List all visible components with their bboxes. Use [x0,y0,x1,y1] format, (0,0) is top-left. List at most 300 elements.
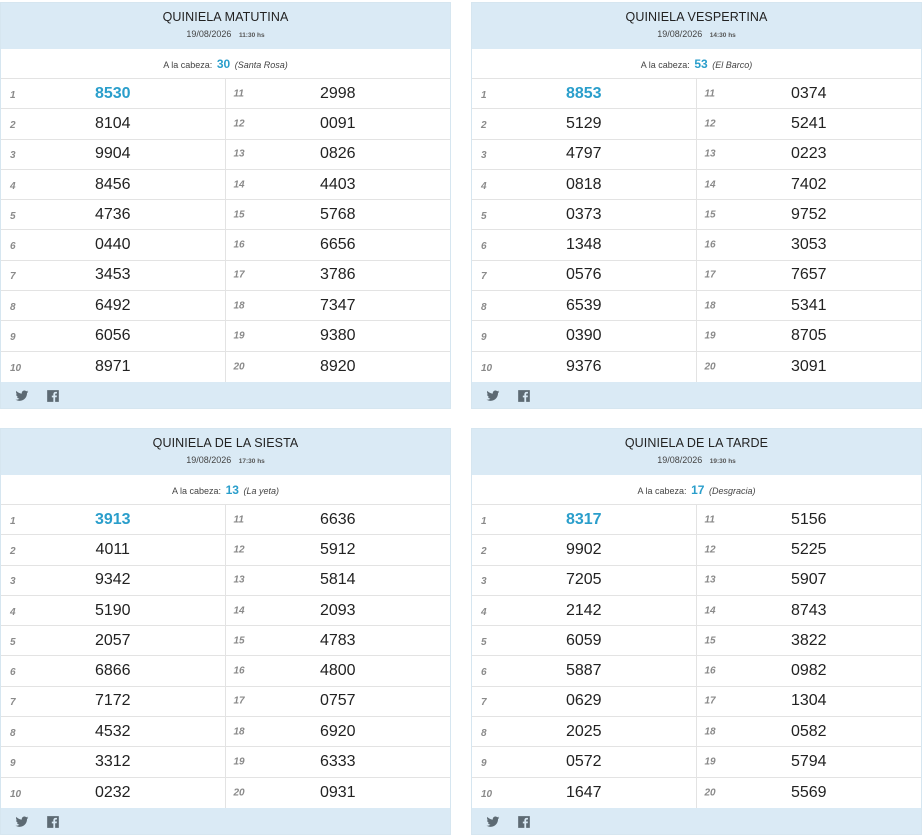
result-position: 11 [233,88,244,100]
result-number: 0091 [319,114,356,132]
result-number: 0629 [565,692,602,710]
result-number: 9904 [94,145,131,163]
result-number: 0373 [565,205,602,223]
result-row [472,626,696,656]
result-position: 15 [233,209,245,221]
panel-header [472,429,921,475]
result-position: 8 [481,727,487,739]
results-column-right [226,505,451,808]
result-number: 0576 [565,266,602,284]
result-number: 0440 [94,236,131,254]
result-row [226,291,451,321]
result-row [472,778,696,808]
result-number: 6656 [319,236,356,254]
result-position: 18 [233,726,245,738]
result-row [1,535,225,565]
result-row [472,109,696,139]
result-row [1,505,225,535]
result-position: 18 [233,300,245,312]
facebook-icon[interactable] [517,389,531,403]
result-position: 16 [704,239,716,251]
result-number: 5768 [319,205,356,223]
result-position: 19 [704,330,716,342]
result-number: 8971 [94,357,131,375]
result-position: 6 [10,241,16,253]
result-row [226,687,451,717]
result-position: 4 [10,180,16,192]
result-number: 3453 [94,266,131,284]
panel-header [1,429,450,475]
result-row [1,291,225,321]
result-position: 17 [704,269,716,281]
result-position: 12 [233,544,245,556]
result-row [1,352,225,382]
results-column-left [472,79,697,382]
result-row [697,79,922,109]
result-position: 9 [481,758,487,770]
result-number: 0374 [790,84,827,102]
result-number: 1304 [790,692,827,710]
result-row [472,687,696,717]
result-position: 5 [10,210,16,222]
result-row [226,79,451,109]
result-row [697,291,922,321]
result-position: 20 [704,787,716,799]
result-number: 7205 [565,571,602,589]
result-row [1,687,225,717]
results-column-left [1,505,226,808]
facebook-icon[interactable] [46,389,60,403]
result-position: 17 [233,695,245,707]
result-position: 9 [10,332,16,344]
result-number: 4736 [94,205,131,223]
result-position: 3 [481,150,487,162]
result-number: 0826 [319,145,356,163]
result-row [697,778,922,808]
result-position: 18 [704,726,716,738]
result-number: 4532 [94,722,131,740]
result-number: 6492 [94,296,131,314]
result-number: 8104 [94,114,131,132]
result-number: 8456 [94,175,131,193]
cabeza-line [472,475,921,505]
result-row [1,778,225,808]
cabeza-label: A la cabeza: [163,60,213,70]
cabeza-label: A la cabeza: [637,486,687,496]
result-row [1,170,225,200]
result-row [1,230,225,260]
facebook-icon[interactable] [46,815,60,829]
draw-time: 11:30 hs [238,32,265,39]
results-grid [1,505,450,808]
result-position: 7 [481,697,487,709]
result-position: 3 [10,150,16,162]
result-position: 19 [704,756,716,768]
result-row [226,656,451,686]
result-number: 5887 [565,662,602,680]
cabeza-meaning: (Desgracia) [708,486,756,496]
result-position: 1 [10,515,16,527]
result-position: 20 [233,361,245,373]
result-number: 2025 [565,722,602,740]
result-number: 6920 [319,722,356,740]
result-number: 5907 [790,571,827,589]
cabeza-line [1,475,450,505]
result-row [1,626,225,656]
draw-time: 14:30 hs [709,32,736,39]
result-number: 8317 [565,510,602,528]
result-number: 4797 [565,145,602,163]
results-column-right [697,505,922,808]
result-number: 5814 [319,571,356,589]
result-number: 0390 [565,327,602,345]
results-grid [1,79,450,382]
result-row [697,352,922,382]
result-number: 2998 [319,84,356,102]
result-row [697,140,922,170]
cabeza-number: 17 [691,483,705,497]
panel-header [472,3,921,49]
result-row [226,778,451,808]
result-row [226,140,451,170]
panel-footer [1,382,450,408]
result-row [472,352,696,382]
result-row [226,717,451,747]
result-number: 9376 [565,357,602,375]
twitter-icon[interactable] [15,389,29,403]
result-row [697,505,922,535]
result-position: 15 [704,635,716,647]
result-position: 1 [481,89,487,101]
draw-date: 19/08/2026 [657,29,703,39]
result-number: 0582 [790,722,827,740]
result-position: 4 [481,606,487,618]
result-number: 2093 [319,601,356,619]
result-position: 20 [233,787,245,799]
result-number: 5569 [790,783,827,801]
result-row [226,170,451,200]
result-position: 13 [704,574,716,586]
result-position: 15 [704,209,716,221]
result-number: 7172 [94,692,131,710]
result-position: 11 [704,88,715,100]
result-position: 2 [10,120,16,132]
result-number: 5341 [790,296,827,314]
result-number: 0232 [94,783,131,801]
cabeza-number: 30 [216,57,231,71]
result-row [226,505,451,535]
result-number: 3913 [94,510,131,528]
twitter-icon[interactable] [15,815,29,829]
result-row [472,200,696,230]
panel-footer [1,808,450,834]
panel-title: QUINIELA DE LA TARDE [624,436,769,450]
result-row [697,687,922,717]
result-row [697,717,922,747]
result-position: 16 [233,665,245,677]
result-row [472,717,696,747]
result-position: 13 [704,148,716,160]
result-position: 10 [10,788,22,800]
result-row [1,747,225,777]
result-number: 9752 [790,205,827,223]
result-position: 7 [10,697,16,709]
result-position: 9 [10,758,16,770]
result-position: 12 [704,544,716,556]
result-number: 3312 [94,753,131,771]
result-position: 6 [10,667,16,679]
result-number: 8743 [790,601,827,619]
result-position: 3 [481,576,487,588]
result-number: 0223 [790,145,827,163]
result-row [472,505,696,535]
result-position: 10 [481,788,493,800]
cabeza-meaning: (El Barco) [712,60,753,70]
result-row [226,109,451,139]
result-row [1,656,225,686]
result-row [1,717,225,747]
results-column-left [472,505,697,808]
result-row [697,230,922,260]
cabeza-number: 13 [225,483,239,497]
draw-date: 19/08/2026 [186,29,232,39]
result-number: 6636 [319,510,356,528]
result-position: 14 [233,605,245,617]
result-position: 18 [704,300,716,312]
result-number: 5794 [790,753,827,771]
results-column-right [226,79,451,382]
result-row [697,170,922,200]
quiniela-panel [0,428,451,835]
result-position: 8 [10,727,16,739]
result-number: 4783 [319,631,356,649]
result-row [472,321,696,351]
quiniela-panel [471,428,922,835]
result-row [472,656,696,686]
cabeza-label: A la cabeza: [172,486,222,496]
result-position: 4 [481,180,487,192]
result-row [472,140,696,170]
result-position: 8 [10,301,16,313]
result-number: 2057 [94,631,131,649]
result-row [472,747,696,777]
result-number: 6059 [565,631,602,649]
result-number: 3822 [790,631,827,649]
result-number: 4011 [95,540,130,558]
result-number: 9902 [565,540,602,558]
twitter-icon[interactable] [486,815,500,829]
cabeza-meaning: (Santa Rosa) [234,60,288,70]
result-position: 17 [704,695,716,707]
result-row [697,747,922,777]
cabeza-label: A la cabeza: [640,60,690,70]
panel-title: QUINIELA MATUTINA [162,10,289,24]
result-row [697,566,922,596]
result-number: 0818 [565,175,602,193]
twitter-icon[interactable] [486,389,500,403]
result-number: 6333 [319,753,356,771]
result-position: 7 [10,271,16,283]
result-position: 2 [481,546,487,558]
result-row [472,596,696,626]
result-position: 2 [10,546,16,558]
result-row [1,321,225,351]
draw-date-line [1,29,450,41]
result-number: 3091 [790,357,827,375]
result-position: 5 [481,210,487,222]
result-position: 15 [233,635,245,647]
result-row [472,566,696,596]
result-position: 14 [704,179,716,191]
result-number: 6866 [94,662,131,680]
result-row [226,596,451,626]
result-position: 1 [481,515,487,527]
panel-header [1,3,450,49]
panel-footer [472,808,921,834]
result-number: 0982 [790,662,827,680]
result-row [226,352,451,382]
result-position: 3 [10,576,16,588]
result-number: 9342 [94,571,131,589]
result-position: 5 [10,636,16,648]
result-position: 12 [233,118,245,130]
result-row [472,535,696,565]
result-position: 7 [481,271,487,283]
results-column-right [697,79,922,382]
draw-date: 19/08/2026 [186,455,232,465]
result-number: 3786 [319,266,356,284]
result-position: 17 [233,269,245,281]
result-position: 14 [704,605,716,617]
result-position: 6 [481,241,487,253]
panel-title: QUINIELA DE LA SIESTA [152,436,299,450]
result-number: 1348 [565,236,602,254]
result-number: 6539 [565,296,602,314]
result-row [472,261,696,291]
draw-time: 17:30 hs [238,458,265,465]
result-row [1,261,225,291]
result-row [226,626,451,656]
result-number: 5241 [790,114,827,132]
result-position: 11 [233,514,244,526]
result-row [697,109,922,139]
result-row [226,200,451,230]
result-position: 10 [10,362,22,374]
result-number: 8920 [319,357,356,375]
cabeza-line [1,49,450,79]
result-row [1,109,225,139]
result-number: 7657 [790,266,827,284]
draw-date: 19/08/2026 [657,455,703,465]
result-row [697,321,922,351]
result-position: 8 [481,301,487,313]
result-position: 14 [233,179,245,191]
result-number: 0931 [319,783,356,801]
result-position: 11 [704,514,715,526]
result-row [472,79,696,109]
facebook-icon[interactable] [517,815,531,829]
result-number: 5156 [790,510,827,528]
quiniela-panel [471,2,922,409]
result-number: 7402 [790,175,827,193]
result-position: 5 [481,636,487,648]
result-position: 1 [10,89,16,101]
result-row [1,200,225,230]
result-row [226,230,451,260]
results-column-left [1,79,226,382]
result-position: 13 [233,574,245,586]
result-position: 6 [481,667,487,679]
result-number: 4800 [319,662,356,680]
result-row [472,230,696,260]
draw-time: 19:30 hs [709,458,736,465]
result-row [697,626,922,656]
result-position: 19 [233,330,245,342]
result-row [1,566,225,596]
result-row [1,79,225,109]
result-position: 19 [233,756,245,768]
result-row [697,535,922,565]
result-row [226,535,451,565]
result-position: 4 [10,606,16,618]
result-number: 5225 [790,540,827,558]
panel-title: QUINIELA VESPERTINA [625,10,768,24]
result-position: 16 [233,239,245,251]
cabeza-line [472,49,921,79]
draw-date-line [472,29,921,41]
result-number: 4403 [319,175,356,193]
results-grid [472,79,921,382]
result-row [226,566,451,596]
result-number: 3053 [790,236,827,254]
result-row [697,656,922,686]
result-position: 13 [233,148,245,160]
cabeza-meaning: (La yeta) [243,486,279,496]
result-number: 8530 [94,84,131,102]
result-number: 0757 [319,692,356,710]
result-row [472,170,696,200]
result-number: 5129 [565,114,602,132]
results-grid [472,505,921,808]
draw-date-line [472,455,921,467]
cabeza-number: 53 [694,57,708,71]
result-number: 8705 [790,327,827,345]
result-row [1,140,225,170]
result-row [1,596,225,626]
result-number: 2142 [565,601,602,619]
result-position: 2 [481,120,487,132]
result-row [697,596,922,626]
quiniela-panel [0,2,451,409]
result-position: 10 [481,362,493,374]
result-number: 1647 [565,783,602,801]
result-number: 8853 [565,84,602,102]
result-row [697,200,922,230]
result-row [226,747,451,777]
result-position: 12 [704,118,716,130]
draw-date-line [1,455,450,467]
result-position: 16 [704,665,716,677]
result-number: 5912 [319,540,356,558]
result-number: 5190 [94,601,131,619]
result-row [226,321,451,351]
result-row [697,261,922,291]
result-number: 9380 [319,327,356,345]
result-row [226,261,451,291]
panel-footer [472,382,921,408]
result-position: 9 [481,332,487,344]
result-number: 6056 [94,327,131,345]
